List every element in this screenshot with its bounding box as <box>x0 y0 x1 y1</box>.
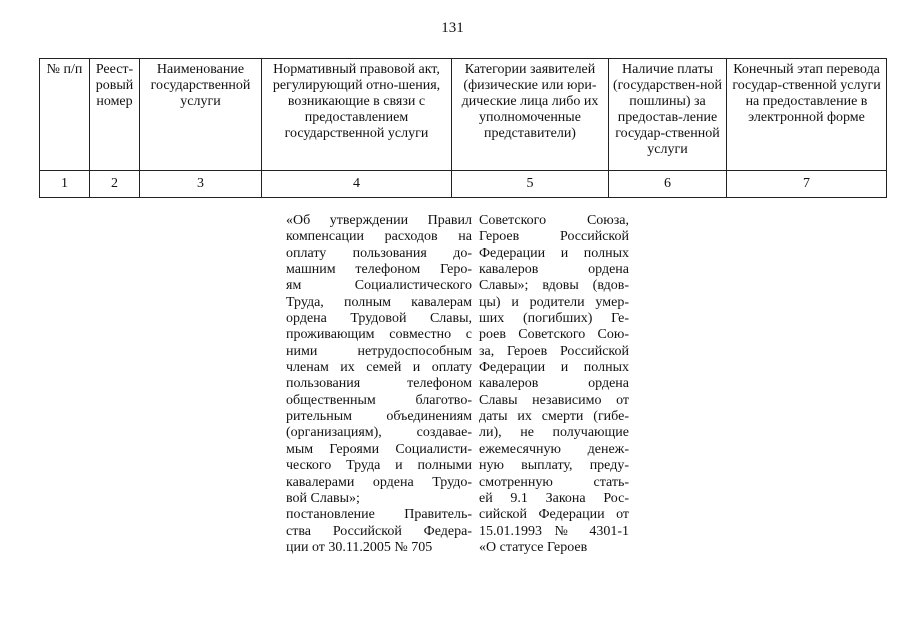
text-line: Славы»; вдовы (вдов- <box>479 278 629 294</box>
column-number: 4 <box>262 171 452 198</box>
header-final-stage: Конечный этап перевода государ-ственной услуги на предоставление в электронной форме <box>727 59 887 171</box>
column-number: 1 <box>40 171 90 198</box>
text-line: рительным объединениям <box>286 409 472 425</box>
text-line: Советского Союза, <box>479 213 629 228</box>
legal-act-text-column <box>286 213 472 556</box>
text-line: цы) и родители умер- <box>479 294 629 310</box>
header-registry-number: Реест-ровый номер <box>90 59 140 171</box>
header-service-name: Наименование государственной услуги <box>140 59 262 171</box>
column-number: 3 <box>140 171 262 198</box>
text-line: ям Социалистического <box>286 278 472 294</box>
text-line: Федерации и полных <box>479 245 629 261</box>
column-number: 6 <box>609 171 727 198</box>
text-line: ческого Труда и полными <box>286 458 472 474</box>
header-legal-act: Нормативный правовой акт, регулирующий отно-шения, возникающие в связи с предоставлением государственной услуги <box>262 59 452 171</box>
text-line: компенсации расходов на <box>286 229 472 245</box>
text-line: мым Героями Социалисти- <box>286 441 472 457</box>
text-line: кавалеров ордена <box>479 376 629 392</box>
text-line: общественным благотво- <box>286 392 472 408</box>
applicant-categories-text-column <box>479 213 629 556</box>
text-line: ордена Трудовой Славы, <box>286 311 472 327</box>
text-line: «Об утверждении Правил <box>286 213 472 228</box>
text-line: Труда, полным кавалерам <box>286 294 472 310</box>
text-line: даты их смерти (гибе- <box>479 409 629 425</box>
text-line: ших (погибших) Ге- <box>479 311 629 327</box>
text-line: смотренную стать- <box>479 474 629 490</box>
text-line: за, Героев Российской <box>479 343 629 359</box>
text-line: сийской Федерации от <box>479 507 629 523</box>
column-number: 5 <box>452 171 609 198</box>
text-line: пользования телефоном <box>286 376 472 392</box>
column-number-row <box>40 171 887 198</box>
text-line: ции от 30.11.2005 № 705 <box>286 539 433 555</box>
text-line: Славы независимо от <box>479 392 629 408</box>
text-line: вой Славы»; <box>286 490 360 506</box>
text-line: роев Советского Сою- <box>479 327 629 343</box>
header-applicant-categories: Категории заявителей (физические или юри-дические лица либо их уполномоченные представители) <box>452 59 609 171</box>
text-line: Героев Российской <box>479 229 629 245</box>
text-line: Федерации и полных <box>479 360 629 376</box>
text-line: постановление Правитель- <box>286 507 472 523</box>
text-line: (организациям), создавае- <box>286 425 472 441</box>
header-fee: Наличие платы (государствен-ной пошлины) за предостав-ление государ-ственной услуги <box>609 59 727 171</box>
text-line: ства Российской Федера- <box>286 523 472 539</box>
header-number: № п/п <box>40 59 90 171</box>
text-line: членам их семей и оплату <box>286 360 472 376</box>
text-line: ную выплату, преду- <box>479 458 629 474</box>
text-line: оплату пользования до- <box>286 245 472 261</box>
text-line: 15.01.1993 № 4301-1 <box>479 523 629 539</box>
text-line: проживающим совместно с <box>286 327 472 343</box>
services-table <box>39 58 887 198</box>
text-line: ежемесячную денеж- <box>479 441 629 457</box>
page-number: 131 <box>441 20 464 36</box>
text-line: ли), не получающие <box>479 425 629 441</box>
text-line: машним телефоном Геро- <box>286 262 472 278</box>
table-header-row <box>40 59 887 171</box>
text-line: ей 9.1 Закона Рос- <box>479 490 629 506</box>
column-number: 7 <box>727 171 887 198</box>
text-line: кавалерами ордена Трудо- <box>286 474 472 490</box>
text-line: кавалеров ордена <box>479 262 629 278</box>
column-number: 2 <box>90 171 140 198</box>
text-line: «О статусе Героев <box>479 539 588 555</box>
text-line: ними нетрудоспособным <box>286 343 472 359</box>
